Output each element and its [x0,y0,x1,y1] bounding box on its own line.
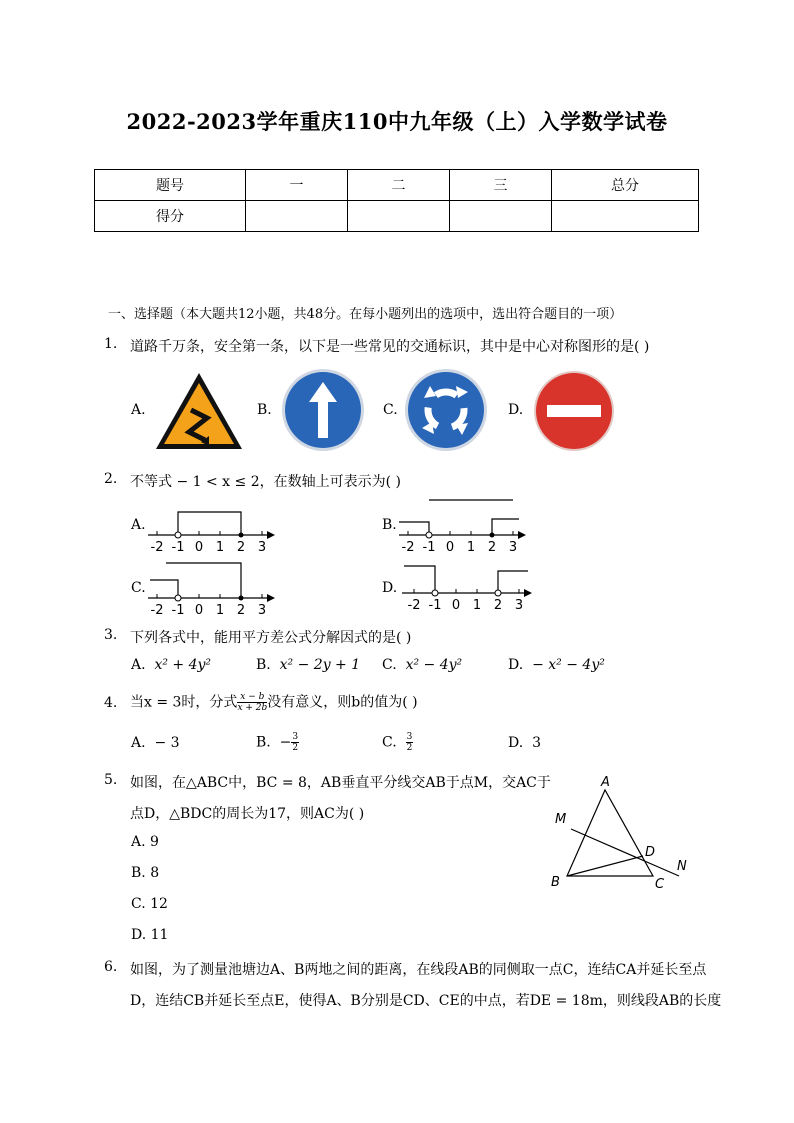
score-row-label: 得分 [95,201,246,232]
q5-label-d: D [645,845,656,860]
tick-label: -2 [150,540,164,555]
section-heading: 一、选择题（本大题共12小题，共48分。在每小题列出的选项中，选出符合题目的一项） [108,307,623,322]
tick-label: 3 [257,603,267,618]
q4-option-c-label: C. [382,734,397,751]
q2-option-b-label: B. [382,517,397,533]
q4-text-pre: 当x = 3时，分式 [130,694,238,711]
q6-line1: 如图，为了测量池塘边A、B两地之间的距离，在线段AB的同侧取一点C，连结CA并延长至点 [130,962,707,978]
q5-option-d: D. 11 [131,927,169,943]
tick-label: 0 [451,598,461,613]
q5-label-n: N [677,859,687,874]
q4-number: 4. [104,695,118,711]
tick-label: 0 [194,540,204,555]
q2-number-line-d [400,555,534,617]
q2-text: 不等式 − 1 < x ≤ 2，在数轴上可表示为( ) [130,474,401,490]
q4-option-a-label: A. [131,735,146,751]
q5-label-a: A [601,775,610,790]
q6-number: 6. [104,959,118,975]
q2-option-d-label: D. [382,580,398,596]
tick-label: 3 [257,540,267,555]
q1-option-c-label: C. [383,402,398,418]
score-cell [348,201,450,232]
q2-option-a-label: A. [131,517,146,533]
q1-arrow-up-sign-icon [281,368,365,452]
tick-label: 1 [215,603,225,618]
q5-line1: 如图，在△ABC中，BC = 8，AB垂直平分线交AB于点M，交AC于 [130,775,551,791]
q4-option-a-expr: − 3 [154,735,180,751]
q5-number: 5. [104,772,118,788]
q3-option-b [256,657,360,673]
q3-number: 3. [104,627,118,643]
score-header-cell: 总分 [552,170,699,201]
q1-option-a-label: A. [131,402,146,418]
q3-option-d-expr: − x² − 4y² [532,657,605,673]
q4-text-post: 没有意义，则b的值为( ) [267,694,418,711]
q4-option-b-label: B. [256,734,271,751]
q5-triangle-figure [545,772,695,892]
q4-option-b-num: 3 [292,732,299,742]
q5-option-a: A. 9 [131,834,159,850]
q2-option-c-label: C. [131,580,146,596]
tick-label: 2 [236,540,246,555]
q3-option-b-expr: x² − 2y + 1 [279,657,361,673]
tick-label: -2 [401,540,415,555]
tick-label: 0 [445,540,455,555]
tick-label: 3 [508,540,518,555]
score-header-cell: 一 [246,170,348,201]
q5-label-m: M [555,812,567,827]
q6-line2: D，连结CB并延长至点E，使得A、B分别是CD、CE的中点，若DE = 18m，则线段AB的长度 [130,993,722,1009]
q4-option-d [508,735,541,751]
q3-option-c-expr: x² − 4y² [405,657,463,673]
q3-option-c [382,657,462,673]
q1-number: 1. [104,336,118,352]
score-table-header-row [95,170,699,201]
q1-option-d-label: D. [508,402,524,418]
q5-label-c: C [655,877,665,892]
q1-text: 道路千万条，安全第一条，以下是一些常见的交通标识，其中是中心对称图形的是( ) [130,339,650,355]
q4-option-b-den: 2 [292,743,299,753]
tick-label: 3 [514,598,524,613]
q4-option-a [131,735,180,751]
q4-option-c-fraction [406,732,414,753]
q4-option-b-fraction [291,732,299,753]
tick-label: -1 [171,540,185,555]
score-header-cell: 题号 [95,170,246,201]
page-title: 2022-2023学年重庆110中九年级（上）入学数学试卷 [126,109,668,134]
q3-option-b-label: B. [256,657,271,673]
tick-label: 0 [194,603,204,618]
score-table [94,169,699,232]
q4-option-c [382,732,413,753]
tick-label: 2 [487,540,497,555]
q5-option-c: C. 12 [131,896,168,912]
tick-label: -1 [428,598,442,613]
tick-label: -1 [422,540,436,555]
q3-option-c-label: C. [382,657,397,673]
score-header-cell: 三 [450,170,552,201]
tick-label: 1 [466,540,476,555]
tick-label: 1 [215,540,225,555]
q4-text [130,692,418,713]
q3-option-a-label: A. [131,657,146,673]
tick-label: -2 [150,603,164,618]
score-header-cell: 二 [348,170,450,201]
q3-text: 下列各式中，能用平方差公式分解因式的是( ) [130,630,412,646]
score-table-row [95,201,699,232]
q2-number-line-a [146,495,276,557]
tick-label: 2 [236,603,246,618]
q1-no-entry-sign-icon [533,370,615,452]
q5-label-b: B [551,875,560,890]
tick-label: 2 [493,598,503,613]
q4-option-b [256,732,299,753]
tick-label: -2 [407,598,421,613]
score-cell [246,201,348,232]
score-cell [552,201,699,232]
q1-roundabout-sign-icon [404,368,488,452]
q2-number-line-c [146,558,276,620]
q4-fraction [237,692,267,713]
q3-option-a-expr: x² + 4y² [154,657,212,673]
q2-number-line-b [397,495,527,557]
q4-option-d-label: D. [508,735,524,751]
q3-option-a [131,657,211,673]
q4-option-d-expr: 3 [532,735,542,751]
q4-fraction-num: x − b [237,692,267,703]
tick-label: -1 [171,603,185,618]
q2-number: 2. [104,471,118,487]
q1-warning-sign-icon [153,370,245,452]
q5-line2: 点D，△BDC的周长为17，则AC为( ) [130,806,365,822]
score-cell [450,201,552,232]
tick-label: 1 [472,598,482,613]
q4-option-b-sign: − [279,734,292,751]
q3-option-d-label: D. [508,657,524,673]
q3-option-d [508,657,605,673]
q1-option-b-label: B. [257,402,272,418]
q5-option-b: B. 8 [131,865,160,881]
q4-option-c-den: 2 [406,743,413,753]
q4-option-c-num: 3 [406,732,413,742]
q4-fraction-den: x + 2b [237,703,268,713]
